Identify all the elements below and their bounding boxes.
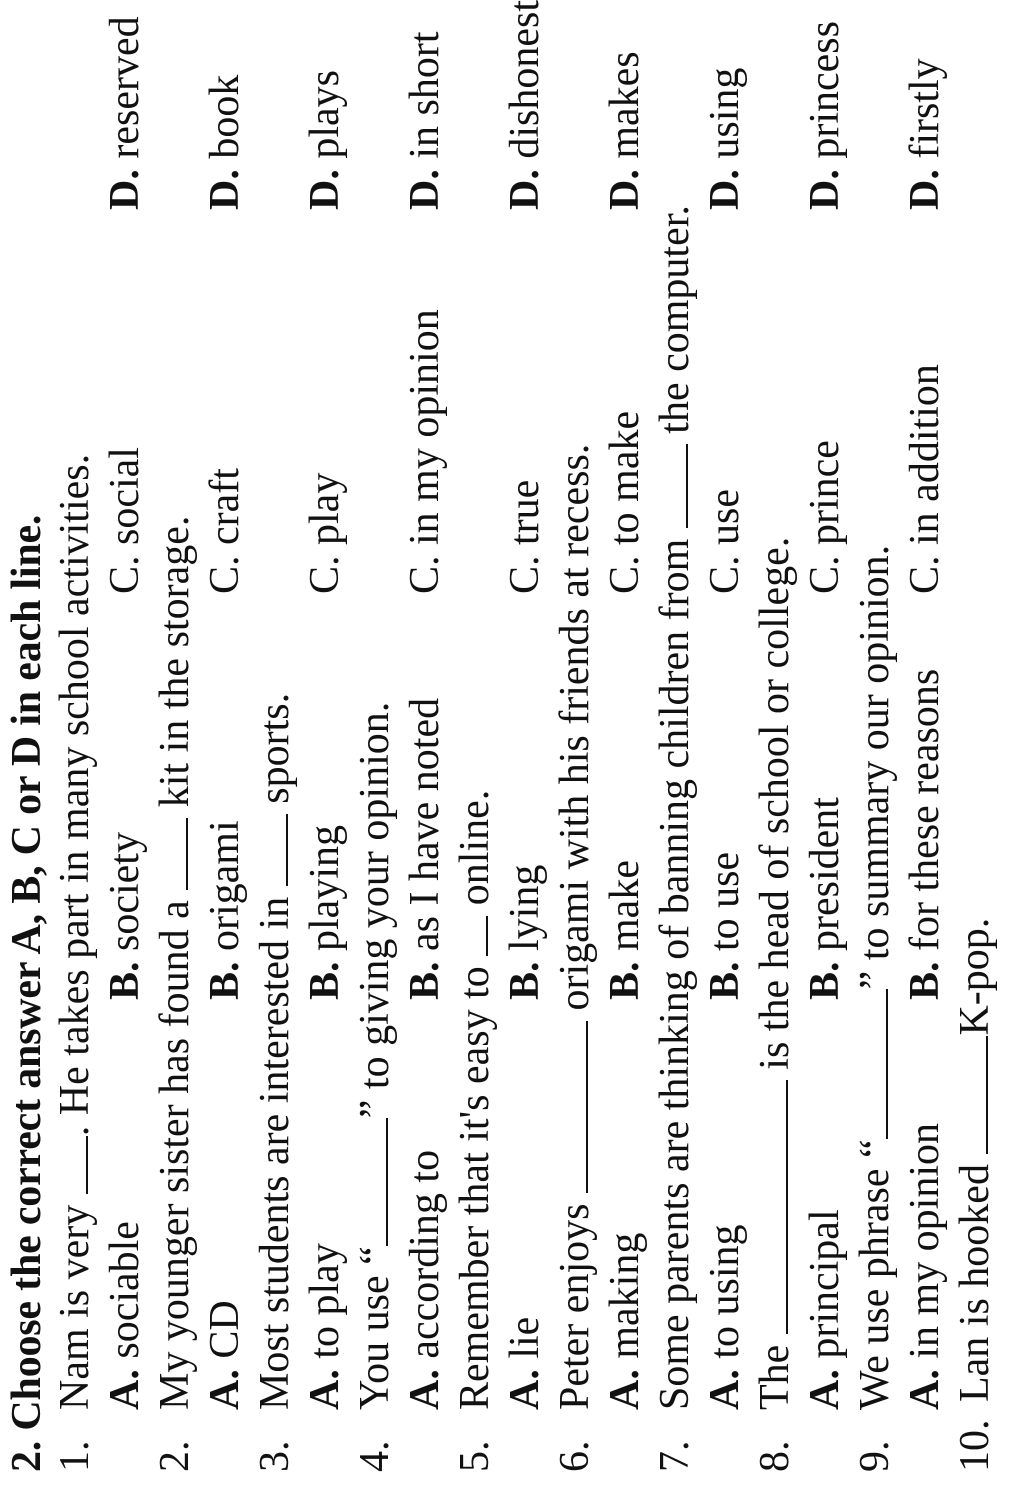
question-number: 5.	[452, 1440, 498, 1472]
stem-after: sports.	[252, 692, 298, 804]
question-stem	[50, 454, 100, 1410]
stem-after: is the head of school or college.	[752, 536, 798, 1070]
question-stem	[650, 205, 700, 1410]
answer-blank[interactable]	[552, 1021, 588, 1193]
option-c[interactable]: C. play	[302, 472, 348, 594]
stem-after: online.	[452, 789, 498, 906]
stem-after: ” to summary our opinion.	[852, 544, 898, 990]
option-b[interactable]: B. lying	[502, 864, 548, 1000]
option-b[interactable]: B. playing	[302, 825, 348, 1000]
option-d[interactable]: D. book	[202, 74, 248, 210]
option-d[interactable]: D. in short	[402, 31, 448, 210]
question-stem	[150, 516, 200, 1410]
stem-before: My younger sister has found a	[152, 900, 198, 1410]
answer-blank[interactable]	[152, 818, 188, 890]
option-c[interactable]: C. in addition	[902, 364, 948, 594]
stem-before: Peter enjoys	[552, 1203, 598, 1410]
option-b[interactable]: B. for these reasons	[902, 668, 948, 1000]
stem-before: We use phrase “	[852, 1139, 898, 1410]
option-d[interactable]: D. dishonest	[502, 0, 548, 210]
option-b[interactable]: B. as I have noted	[402, 697, 448, 1000]
option-c[interactable]: C. social	[102, 447, 148, 594]
answer-blank[interactable]	[252, 814, 288, 886]
answer-blank[interactable]	[652, 444, 688, 528]
option-c[interactable]: C. in my opinion	[402, 309, 448, 594]
option-c[interactable]: C. true	[502, 479, 548, 594]
stem-after: kit in the storage.	[152, 515, 198, 808]
option-a[interactable]: A. in my opinion	[902, 1122, 948, 1410]
option-a[interactable]: A. CD	[202, 1300, 248, 1410]
stem-before: Nam is very	[52, 1204, 98, 1410]
stem-after: ” to giving your opinion.	[352, 701, 398, 1119]
option-d[interactable]: D. makes	[602, 51, 648, 210]
option-d[interactable]: D. plays	[302, 70, 348, 210]
exercise-title: 2. Choose the correct answer A, B, C or D in each line.	[4, 514, 50, 1472]
stem-before: Some parents are thinking of banning children from	[652, 538, 698, 1410]
option-d[interactable]: D. reserved	[102, 16, 148, 210]
question-number: 8.	[752, 1440, 798, 1472]
question-stem	[850, 545, 900, 1410]
option-a[interactable]: A. according to	[402, 1149, 448, 1410]
option-d[interactable]: D. firstly	[902, 58, 948, 210]
option-a[interactable]: A. lie	[502, 1316, 548, 1410]
option-b[interactable]: B. president	[802, 797, 848, 1000]
option-b[interactable]: B. to use	[702, 851, 748, 1000]
option-a[interactable]: A. sociable	[102, 1221, 148, 1410]
answer-blank[interactable]	[52, 1136, 88, 1194]
question-stem	[250, 693, 300, 1410]
option-a[interactable]: A. making	[602, 1232, 648, 1410]
question-stem	[750, 537, 800, 1410]
option-b[interactable]: B. origami	[202, 820, 248, 1000]
stem-before: Remember that it's easy to	[452, 966, 498, 1410]
question-number: 1.	[52, 1440, 98, 1472]
answer-blank[interactable]	[752, 1080, 788, 1334]
question-number: 3.	[252, 1440, 298, 1472]
option-d[interactable]: D. using	[702, 67, 748, 210]
answer-blank[interactable]	[452, 916, 488, 956]
stem-before: The	[752, 1344, 798, 1410]
option-a[interactable]: A. principal	[802, 1209, 848, 1410]
stem-after: the computer.	[652, 205, 698, 434]
option-c[interactable]: C. craft	[202, 468, 248, 594]
option-c[interactable]: C. to make	[602, 410, 648, 594]
option-d[interactable]: D. princess	[802, 21, 848, 210]
stem-after: origami with his friends at recess.	[552, 443, 598, 1011]
stem-before: You use “	[352, 1246, 398, 1410]
answer-blank[interactable]	[952, 1036, 988, 1154]
question-number: 6.	[552, 1440, 598, 1472]
option-c[interactable]: C. use	[702, 488, 748, 594]
question-number: 2.	[152, 1440, 198, 1472]
answer-blank[interactable]	[852, 989, 888, 1139]
question-stem	[550, 444, 600, 1410]
stem-before: Most students are interested in	[252, 896, 298, 1410]
question-number: 4.	[352, 1440, 398, 1472]
question-number: 7.	[652, 1440, 698, 1472]
question-number: 10.	[952, 1419, 998, 1472]
option-c[interactable]: C. prince	[802, 440, 848, 594]
option-a[interactable]: A. to using	[702, 1224, 748, 1410]
stem-after: K-pop.	[952, 917, 998, 1036]
option-b[interactable]: B. society	[102, 832, 148, 1000]
question-number: 9.	[852, 1440, 898, 1472]
answer-blank[interactable]	[352, 1118, 388, 1246]
stem-after: . He takes part in many school activities.	[52, 453, 98, 1137]
option-a[interactable]: A. to play	[302, 1243, 348, 1410]
question-stem	[450, 790, 500, 1410]
question-stem	[350, 702, 400, 1410]
option-b[interactable]: B. make	[602, 860, 648, 1000]
question-stem	[950, 918, 1000, 1402]
stem-before: Lan is hooked	[952, 1164, 998, 1402]
